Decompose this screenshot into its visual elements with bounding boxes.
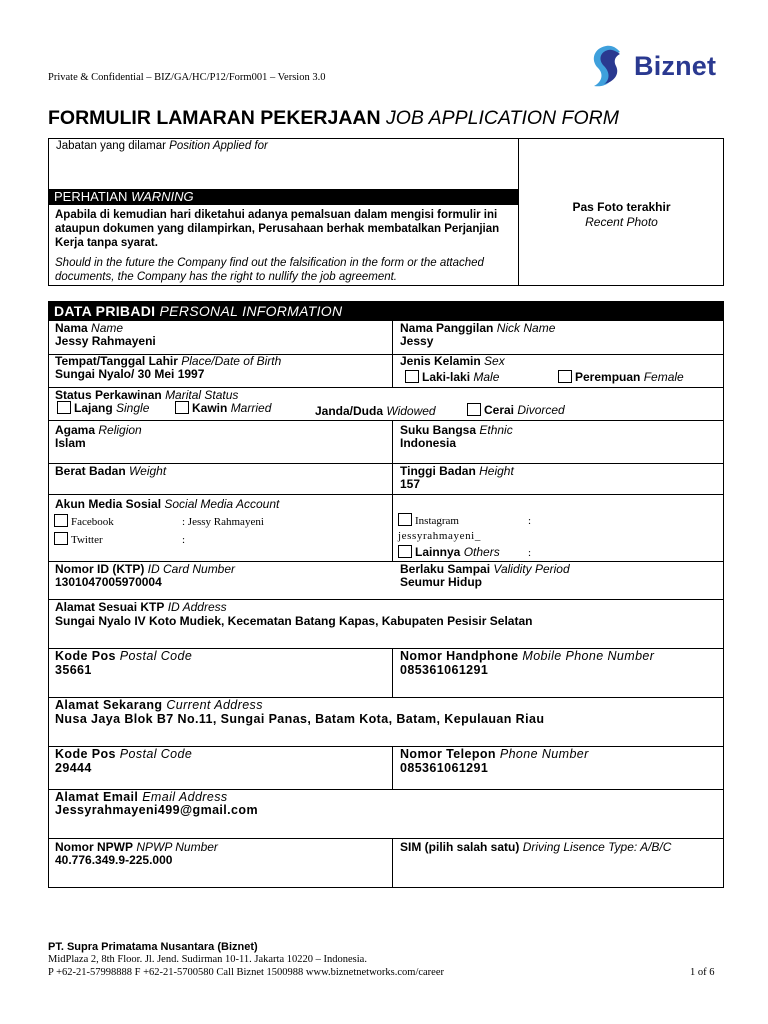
height-label-id: Tinggi Badan [400, 464, 476, 478]
id-card-label [55, 562, 235, 576]
twitter-value[interactable]: : [182, 534, 186, 546]
birth-value[interactable]: Sungai Nyalo/ 30 Mei 1997 [55, 367, 205, 381]
id-address-label-en: ID Address [167, 600, 227, 614]
male-checkbox[interactable] [405, 370, 419, 383]
social-label-en: Social Media Account [164, 497, 280, 511]
phone-label-id: Nomor Telepon [400, 747, 496, 761]
height-label [400, 464, 514, 478]
sex-female-option[interactable] [558, 370, 684, 384]
position-label-en: Position Applied for [169, 140, 268, 152]
id-address-label-id: Alamat Sesuai KTP [55, 600, 165, 614]
weight-label-id: Berat Badan [55, 464, 126, 478]
others-colon: : [528, 547, 532, 559]
female-label-en: Female [643, 370, 684, 384]
current-address-label [55, 698, 263, 712]
warning-title-en: WARNING [131, 189, 194, 204]
male-label-en: Male [473, 370, 500, 384]
mobile-label [400, 649, 654, 663]
npwp-label [55, 840, 218, 854]
npwp-label-en: NPWP Number [136, 840, 218, 854]
religion-label [55, 423, 142, 437]
nickname-label [400, 321, 555, 335]
photo-label-id: Pas Foto terakhir [572, 200, 671, 214]
column-divider [392, 746, 393, 789]
postal1-label [55, 649, 192, 663]
company-address: MidPlaza 2, 8th Floor. Jl. Jend. Sudirman 10-11. Jakarta 10220 – Indonesia. [48, 954, 367, 965]
sex-label [400, 354, 505, 368]
divorced-checkbox[interactable] [467, 403, 481, 416]
social-label-id: Akun Media Sosial [55, 497, 162, 511]
sim-label-id: SIM (pilih salah satu) [400, 840, 520, 854]
marital-label-id: Status Perkawinan [55, 388, 162, 402]
instagram-option[interactable] [398, 513, 459, 528]
marital-widowed-option[interactable] [315, 404, 436, 418]
column-divider [392, 321, 393, 387]
nickname-label-en: Nick Name [496, 321, 556, 335]
instagram-label: Instagram [415, 515, 459, 527]
others-checkbox[interactable] [398, 545, 412, 558]
ethnic-value[interactable]: Indonesia [400, 436, 457, 450]
mobile-label-en: Mobile Phone Number [522, 649, 655, 663]
row-divider [48, 838, 724, 839]
postal2-value[interactable]: 29444 [55, 761, 92, 775]
married-checkbox[interactable] [175, 401, 189, 414]
weight-label-en: Weight [129, 464, 167, 478]
birth-label [55, 354, 281, 368]
name-label-id: Nama [55, 321, 88, 335]
warning-title-id: PERHATIAN [54, 189, 128, 204]
postal1-value[interactable]: 35661 [55, 663, 92, 677]
sim-label [400, 840, 671, 854]
email-label [55, 790, 228, 804]
id-address-value[interactable]: Sungai Nyalo IV Koto Mudiek, Kecematan Batang Kapas, Kabupaten Pesisir Selatan [55, 614, 533, 628]
position-applied-label [56, 140, 268, 152]
personal-info-header [48, 301, 724, 321]
facebook-option[interactable] [54, 514, 114, 529]
company-contact: P +62-21-57998888 F +62-21-5700580 Call Biznet 1500988 www.biznetnetworks.com/career [48, 967, 444, 978]
id-card-label-id: Nomor ID (KTP) [55, 562, 145, 576]
sex-male-option[interactable] [405, 370, 499, 384]
single-label-en: Single [116, 401, 150, 415]
widowed-label-en: Widowed [386, 404, 436, 418]
name-label-en: Name [91, 321, 124, 335]
religion-value[interactable]: Islam [55, 436, 86, 450]
current-address-value[interactable]: Nusa Jaya Blok B7 No.11, Sungai Panas, Batam Kota, Batam, Kepulauan Riau [55, 712, 545, 726]
female-label-id: Perempuan [575, 370, 641, 384]
marital-single-option[interactable] [57, 401, 149, 415]
sex-label-id: Jenis Kelamin [400, 354, 481, 368]
email-label-en: Email Address [142, 790, 228, 804]
validity-label-id: Berlaku Sampai [400, 562, 491, 576]
married-label-en: Married [230, 401, 272, 415]
column-divider [392, 838, 393, 888]
male-label-id: Laki-laki [422, 370, 471, 384]
twitter-option[interactable] [54, 532, 103, 547]
row-divider [48, 494, 724, 495]
warning-header [49, 189, 518, 205]
twitter-label: Twitter [71, 534, 103, 546]
form-title [48, 107, 619, 130]
form-title-en: JOB APPLICATION FORM [386, 107, 619, 129]
birth-label-id: Tempat/Tanggal Lahir [55, 354, 178, 368]
postal2-label [55, 747, 192, 761]
marital-married-option[interactable] [175, 401, 271, 415]
instagram-colon: : [528, 515, 532, 527]
id-card-value[interactable]: 1301047005970004 [55, 575, 162, 589]
ethnic-label-id: Suku Bangsa [400, 423, 477, 437]
validity-label [400, 562, 570, 576]
validity-value[interactable]: Seumur Hidup [400, 575, 483, 589]
instagram-checkbox[interactable] [398, 513, 412, 526]
page-number: 1 of 6 [690, 967, 715, 978]
column-divider [392, 420, 393, 561]
mobile-label-id: Nomor Handphone [400, 649, 519, 663]
facebook-value[interactable]: : Jessy Rahmayeni [182, 516, 264, 528]
email-label-id: Alamat Email [55, 790, 139, 804]
position-label-id: Jabatan yang dilamar [56, 140, 166, 152]
female-checkbox[interactable] [558, 370, 572, 383]
social-label [55, 497, 279, 511]
ethnic-label-en: Ethnic [479, 423, 513, 437]
married-label-id: Kawin [192, 401, 228, 415]
others-label-id: Lainnya [415, 545, 461, 559]
phone-value[interactable]: 085361061291 [400, 761, 489, 775]
divorced-label-id: Cerai [484, 403, 515, 417]
postal1-label-en: Postal Code [119, 649, 193, 663]
sim-label-en: Driving Lisence Type: A/B/C [522, 840, 672, 854]
name-value[interactable]: Jessy Rahmayeni [55, 334, 156, 348]
row-divider [48, 420, 724, 421]
postal2-label-id: Kode Pos [55, 747, 116, 761]
postal2-label-en: Postal Code [119, 747, 193, 761]
ethnic-label [400, 423, 513, 437]
widowed-label-id: Janda/Duda [315, 404, 384, 418]
religion-label-en: Religion [98, 423, 142, 437]
company-name: PT. Supra Primatama Nusantara (Biznet) [48, 941, 258, 953]
current-address-label-en: Current Address [166, 698, 263, 712]
marital-label [55, 388, 238, 402]
sex-label-en: Sex [484, 354, 505, 368]
weight-label [55, 464, 166, 478]
photo-placeholder [519, 200, 724, 229]
facebook-checkbox[interactable] [54, 514, 68, 527]
religion-label-id: Agama [55, 423, 96, 437]
validity-label-en: Validity Period [493, 562, 570, 576]
birth-label-en: Place/Date of Birth [181, 354, 282, 368]
nickname-label-id: Nama Panggilan [400, 321, 494, 335]
mobile-value[interactable]: 085361061291 [400, 663, 489, 677]
nickname-value[interactable]: Jessy [400, 334, 434, 348]
facebook-label: Facebook [71, 516, 114, 528]
phone-label [400, 747, 589, 761]
personal-section-id: DATA PRIBADI [54, 303, 156, 319]
id-card-label-en: ID Card Number [147, 562, 236, 576]
phone-label-en: Phone Number [499, 747, 589, 761]
instagram-value[interactable]: jessyrahmayeni_ [398, 530, 481, 542]
form-title-id: FORMULIR LAMARAN PEKERJAAN [48, 107, 381, 129]
column-divider [392, 648, 393, 697]
logo-text: Biznet [634, 51, 717, 81]
twitter-checkbox[interactable] [54, 532, 68, 545]
others-option[interactable] [398, 545, 500, 559]
marital-divorced-option[interactable] [467, 403, 565, 417]
postal1-label-id: Kode Pos [55, 649, 116, 663]
height-label-en: Height [479, 464, 514, 478]
npwp-value[interactable]: 40.776.349.9-225.000 [55, 853, 173, 867]
others-label-en: Others [463, 545, 500, 559]
height-value[interactable]: 157 [400, 477, 421, 491]
marital-label-en: Marital Status [165, 388, 239, 402]
warning-text-en: Should in the future the Company find out the falsification in the form or the attached documents, the Company has the right to nullify the job agreement. [55, 257, 484, 283]
personal-section-en: PERSONAL INFORMATION [159, 303, 343, 319]
single-label-id: Lajang [74, 401, 113, 415]
current-address-label-id: Alamat Sekarang [55, 698, 163, 712]
warning-text-id: Apabila di kemudian hari diketahui adanya pemalsuan dalam mengisi formulir ini ataupun dokumen yang dilampirkan, Perusahaan berhak membatalkan Perjanjian Kerja tanpa syarat. [55, 209, 500, 249]
npwp-label-id: Nomor NPWP [55, 840, 133, 854]
name-label [55, 321, 123, 335]
divorced-label-en: Divorced [517, 403, 565, 417]
single-checkbox[interactable] [57, 401, 71, 414]
confidential-notice: Private & Confidential – BIZ/GA/HC/P12/Form001 – Version 3.0 [48, 72, 326, 83]
photo-label-en: Recent Photo [585, 214, 658, 229]
email-value[interactable]: Jessyrahmayeni499@gmail.com [55, 803, 258, 817]
id-address-label [55, 600, 227, 614]
